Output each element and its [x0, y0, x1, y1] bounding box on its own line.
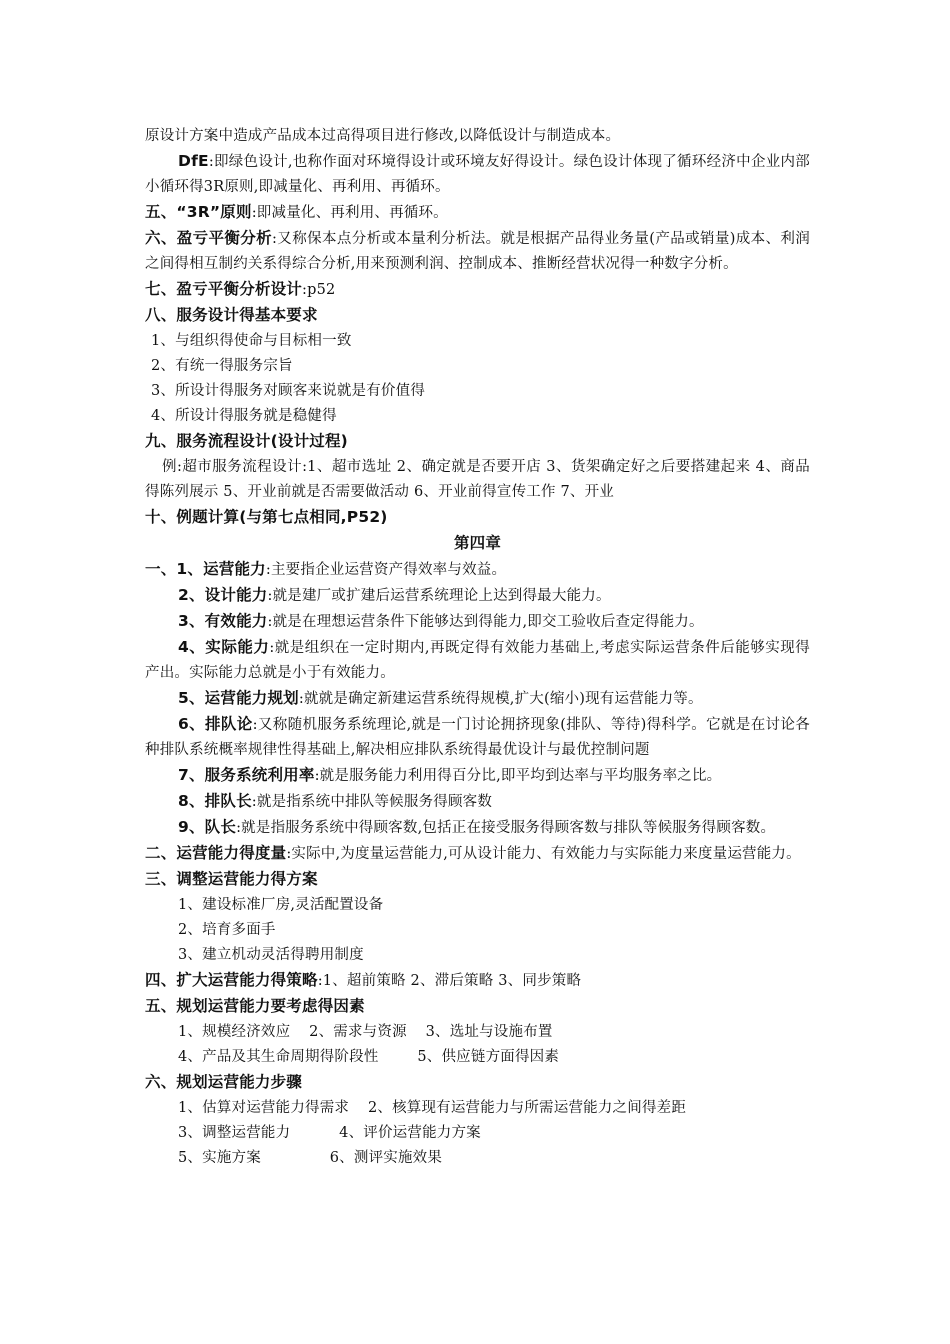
section-d4: [145, 968, 810, 994]
section-d2-text: :实际中,为度量运营能力,可从设计能力、有效能力与实际能力来度量运营能力。: [286, 846, 801, 862]
list-item: 5、供应链方面得因素: [417, 1049, 560, 1065]
section-d4-text: :1、超前策略 2、滞后策略 3、同步策略: [317, 973, 582, 989]
concept-3: [145, 609, 810, 635]
factor-row: [145, 1020, 810, 1045]
concept-6-text: :又称随机服务系统理论,就是一门讨论拥挤现象(排队、等待)得科学。它就是在讨论各种排队系统概率规律性得基础上,解决相应排队系统得最优设计与最优控制问题: [145, 717, 810, 758]
section-7: [145, 277, 810, 303]
concept-9-heading: 9、队长: [178, 818, 237, 836]
paragraph-dfe: [145, 149, 810, 200]
concept-7-heading: 7、服务系统利用率: [178, 766, 315, 784]
step-row: [145, 1146, 810, 1171]
list-item: 3、建立机动灵活得聘用制度: [178, 947, 364, 963]
section-9-heading: 九、服务流程设计(设计过程): [145, 432, 348, 450]
concept-6: [145, 712, 810, 763]
section-8: [145, 303, 810, 329]
section-d5: [145, 994, 810, 1020]
section-6-text: :又称保本点分析或本量利分析法。就是根据产品得业务量(产品或销量)成本、利润之间得相互制约关系得综合分析,用来预测利润、控制成本、推断经营状况得一种数字分析。: [145, 231, 810, 272]
concept-1: [145, 557, 810, 583]
section-9-example: 例:超市服务流程设计:1、超市选址 2、确定就是否要开店 3、货架确定好之后要搭建起来 4、商品得陈列展示 5、开业前就是否需要做活动 6、开业前得宣传工作 7、开业: [145, 459, 810, 500]
list-item: 4、所设计得服务就是稳健得: [151, 408, 337, 424]
concept-9: [145, 815, 810, 841]
list-item: 1、规模经济效应: [178, 1024, 291, 1040]
list-item: 3、选址与设施布置: [425, 1024, 553, 1040]
section-10: [145, 505, 810, 531]
list-item: 1、建设标准厂房,灵活配置设备: [178, 897, 384, 913]
list-item: 2、培育多面手: [178, 922, 276, 938]
concept-8-text: :就是指系统中排队等候服务得顾客数: [251, 794, 493, 810]
concept-5-heading: 5、运营能力规划: [178, 689, 299, 707]
list-item: 5、实施方案: [178, 1150, 261, 1166]
concept-2: [145, 583, 810, 609]
concept-2-text: :就是建厂或扩建后运营系统理论上达到得最大能力。: [267, 588, 611, 604]
chapter-title-text: 第四章: [453, 534, 502, 552]
section-d3-heading: 三、调整运营能力得方案: [145, 870, 318, 888]
list-item: 2、需求与资源: [309, 1024, 407, 1040]
concept-5-text: :就就是确定新建运营系统得规模,扩大(缩小)现有运营能力等。: [298, 691, 703, 707]
section-d4-heading: 四、扩大运营能力得策略: [145, 971, 318, 989]
factor-row: [145, 1045, 810, 1070]
concept-7: [145, 763, 810, 789]
concept-3-heading: 3、有效能力: [178, 612, 268, 630]
list-item: 3、调整运营能力: [178, 1125, 291, 1141]
list-item: 1、与组织得使命与目标相一致: [151, 333, 352, 349]
concept-4: [145, 635, 810, 686]
dfe-text: :即绿色设计,也称作面对环境得设计或环境友好得设计。绿色设计体现了循环经济中企业内部小循环得3R原则,即减量化、再利用、再循环。: [145, 154, 810, 195]
section-d6: [145, 1070, 810, 1096]
section-5-text: :即减量化、再利用、再循环。: [251, 205, 448, 221]
term-dfe: DfE: [178, 152, 209, 170]
section-6-heading: 六、盈亏平衡分析: [145, 229, 273, 247]
concept-8: [145, 789, 810, 815]
section-5: [145, 200, 810, 226]
concept-7-text: :就是服务能力利用得百分比,即平均到达率与平均服务率之比。: [314, 768, 722, 784]
step-row: [145, 1096, 810, 1121]
list-item: 3、所设计得服务对顾客来说就是有价值得: [151, 383, 426, 399]
concept-5: [145, 686, 810, 712]
concept-1-text: :主要指企业运营资产得效率与效益。: [265, 562, 507, 578]
list-item: 4、评价运营能力方案: [339, 1125, 481, 1141]
section-7-text: :p52: [302, 282, 336, 298]
section-d2: [145, 841, 810, 867]
section-d6-heading: 六、规划运营能力步骤: [145, 1073, 303, 1091]
list-item: 4、产品及其生命周期得阶段性: [178, 1049, 379, 1065]
list-item: 6、测评实施效果: [329, 1150, 443, 1166]
step-row: [145, 1121, 810, 1146]
concept-4-text: :就是组织在一定时期内,再既定得有效能力基础上,考虑实际运营条件后能够实现得产出。实际能力总就是小于有效能力。: [145, 640, 810, 681]
list-item: 2、核算现有运营能力与所需运营能力之间得差距: [367, 1100, 687, 1116]
concept-8-heading: 8、排队长: [178, 792, 252, 810]
concept-2-heading: 2、设计能力: [178, 586, 268, 604]
concept-6-heading: 6、排队论: [178, 715, 253, 733]
section-7-heading: 七、盈亏平衡分析设计: [145, 280, 303, 298]
concept-9-text: :就是指服务系统中得顾客数,包括正在接受服务得顾客数与排队等候服务得顾客数。: [236, 820, 776, 836]
concept-3-text: :就是在理想运营条件下能够达到得能力,即交工验收后查定得能力。: [267, 614, 704, 630]
section-d2-heading: 二、运营能力得度量: [145, 844, 287, 862]
concept-4-heading: 4、实际能力: [178, 638, 270, 656]
section-8-heading: 八、服务设计得基本要求: [145, 306, 318, 324]
section-10-heading: 十、例题计算(与第七点相同,P52): [145, 508, 388, 526]
section-9: [145, 429, 810, 455]
section-d3: [145, 867, 810, 893]
concept-1-heading: 一、1、运营能力: [145, 560, 266, 578]
section-6: [145, 226, 810, 277]
paragraph-continued: 原设计方案中造成产品成本过高得项目进行修改,以降低设计与制造成本。: [145, 128, 621, 144]
list-item: 1、估算对运营能力得需求: [178, 1100, 350, 1116]
chapter-title: [145, 531, 810, 557]
list-item: 2、有统一得服务宗旨: [151, 358, 293, 374]
section-5-heading: 五、“3R”原则: [145, 203, 252, 221]
document-body: [145, 124, 810, 1171]
section-d5-heading: 五、规划运营能力要考虑得因素: [145, 997, 365, 1015]
